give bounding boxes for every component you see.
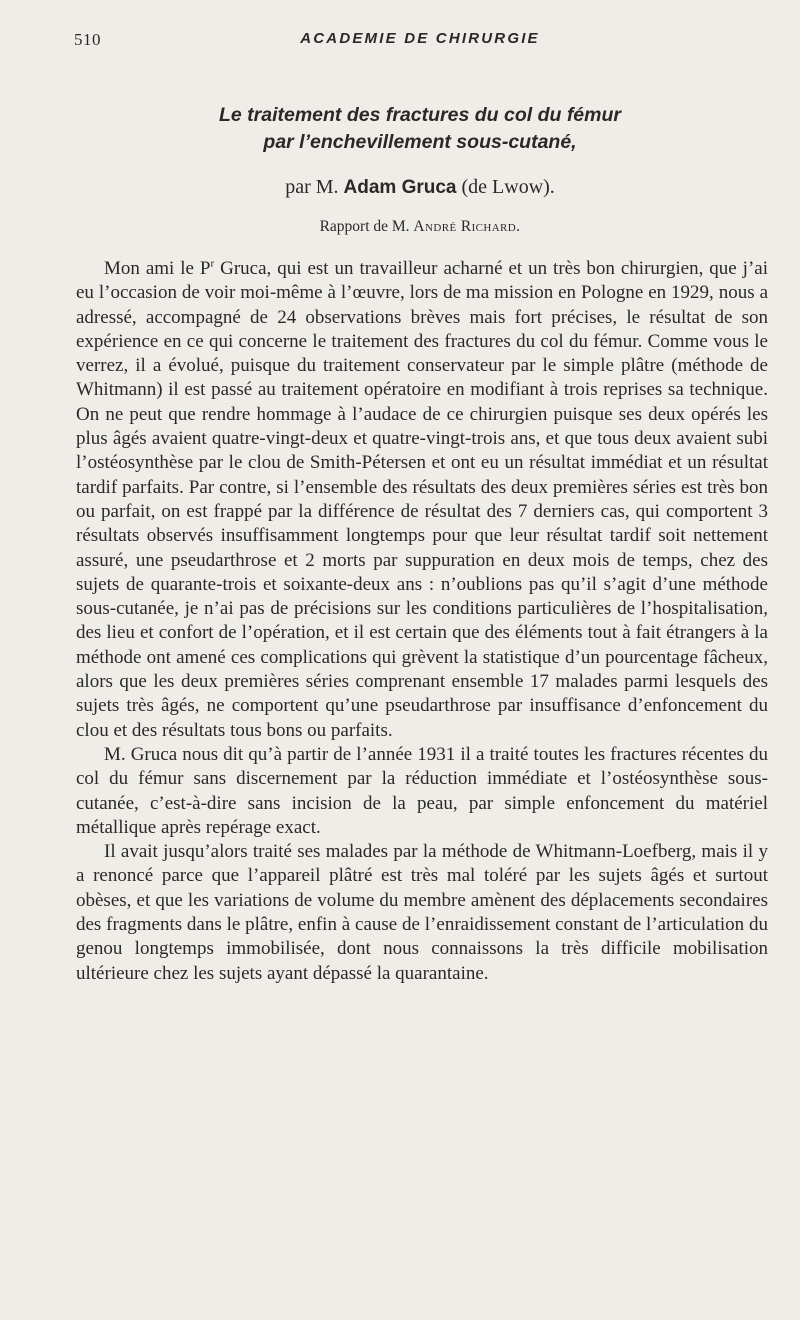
- report-prefix: Rapport de M.: [319, 218, 410, 235]
- paragraph-1: [76, 257, 768, 743]
- page-number: 510: [74, 30, 101, 49]
- article-body: [76, 257, 768, 986]
- paragraph-1-opening: Mon ami le P: [104, 258, 211, 279]
- byline: [74, 175, 766, 200]
- running-head: ACADEMIE DE CHIRURGIE: [300, 30, 540, 47]
- reporter-name: André Richard.: [413, 218, 521, 235]
- title-line-1: Le traitement des fractures du col du fémur: [218, 104, 621, 126]
- article-title: [74, 102, 766, 156]
- title-line-2: par l’enchevillement sous-cutané,: [263, 131, 577, 153]
- author-affiliation: (de Lwow).: [461, 176, 555, 198]
- paragraph-2: M. Gruca nous dit qu’à partir de l’année 1931 il a traité toutes les fractures récentes du col du fémur sans discernement par la réduction immédiate et l’ostéosynthèse sous-cutanée, c’est-à-dire sans incision de la peau, par simple enfoncement du matériel métallique après repérage exact.: [76, 743, 768, 838]
- paragraph-1-text: Gruca, qui est un travailleur acharné et un très bon chirurgien, que j’ai eu l’occasion de voir moi-même à l’œuvre, lors de ma mission en Pologne en 1929, nous a adressé, accompagné de 24 observations brèves mais fort précises, le résultat de son expérience en ce qui concerne le traitement des fractures du col du fémur. Comme vous le verrez, il a évolué, puisque du traitement conservateur par le simple plâtre (méthode de Whitmann) il est passé au traitement opératoire en modifiant à trois reprises sa technique. On ne peut que rendre hommage à l’audace de ce chirurgien puisque ses deux opérés les plus âgés avaient quatre-vingt-deux et quatre-vingt-trois ans, et que tous deux avaient subi l’ostéosynthèse par le clou de Smith-Pétersen et ont eu un résultat immédiat et un résultat tardif parfaits. Par contre, si l’ensemble des résultats des deux premières séries est très bon ou parfait, on est frappé par la différence de résultat des 7 derniers cas, qui comportent 3 résultats observés insuffisamment longtemps pour que leur résultat tardif soit nettement assuré, une pseudarthrose et 2 morts par suppuration en deux mois de temps, chez des sujets de quarante-trois et soixante-deux ans : n’oublions pas qu’il s’agit d’une méthode sous-cutanée, je n’ai pas de précisions sur les conditions particulières de l’hospitalisation, des lieu et confort de l’opération, et il est certain que des éléments tout à fait étrangers à la méthode ont amené ces complications qui grèvent la statistique d’un pourcentage fâcheux, alors que les deux premières séries comprenant ensemble 17 malades parmi lesquels des sujets très âgés, ne comportent qu’une pseudarthrose par insuffisance d’enfoncement du clou et des résultats tous bons ou parfaits.: [76, 258, 768, 741]
- report-line: [74, 217, 766, 237]
- page-header: [74, 30, 766, 54]
- byline-prefix: par M.: [285, 176, 339, 198]
- title-abbreviation-superscript: r: [210, 257, 215, 270]
- paragraph-3: Il avait jusqu’alors traité ses malades par la méthode de Whitmann-Loefberg, mais il y a renoncé parce que l’appareil plâtré est très mal toléré par les sujets âgés et surtout obèses, et que les variations de volume du membre amènent des déplacements secondaires des fragments dans le plâtre, enfin à cause de l’enraidissement constant de l’articulation du genou longtemps immobilisée, dont nous connaissons la très difficile mobilisation ultérieure chez les sujets ayant dépassé la quarantaine.: [76, 841, 768, 984]
- author-name: Adam Gruca: [343, 177, 457, 198]
